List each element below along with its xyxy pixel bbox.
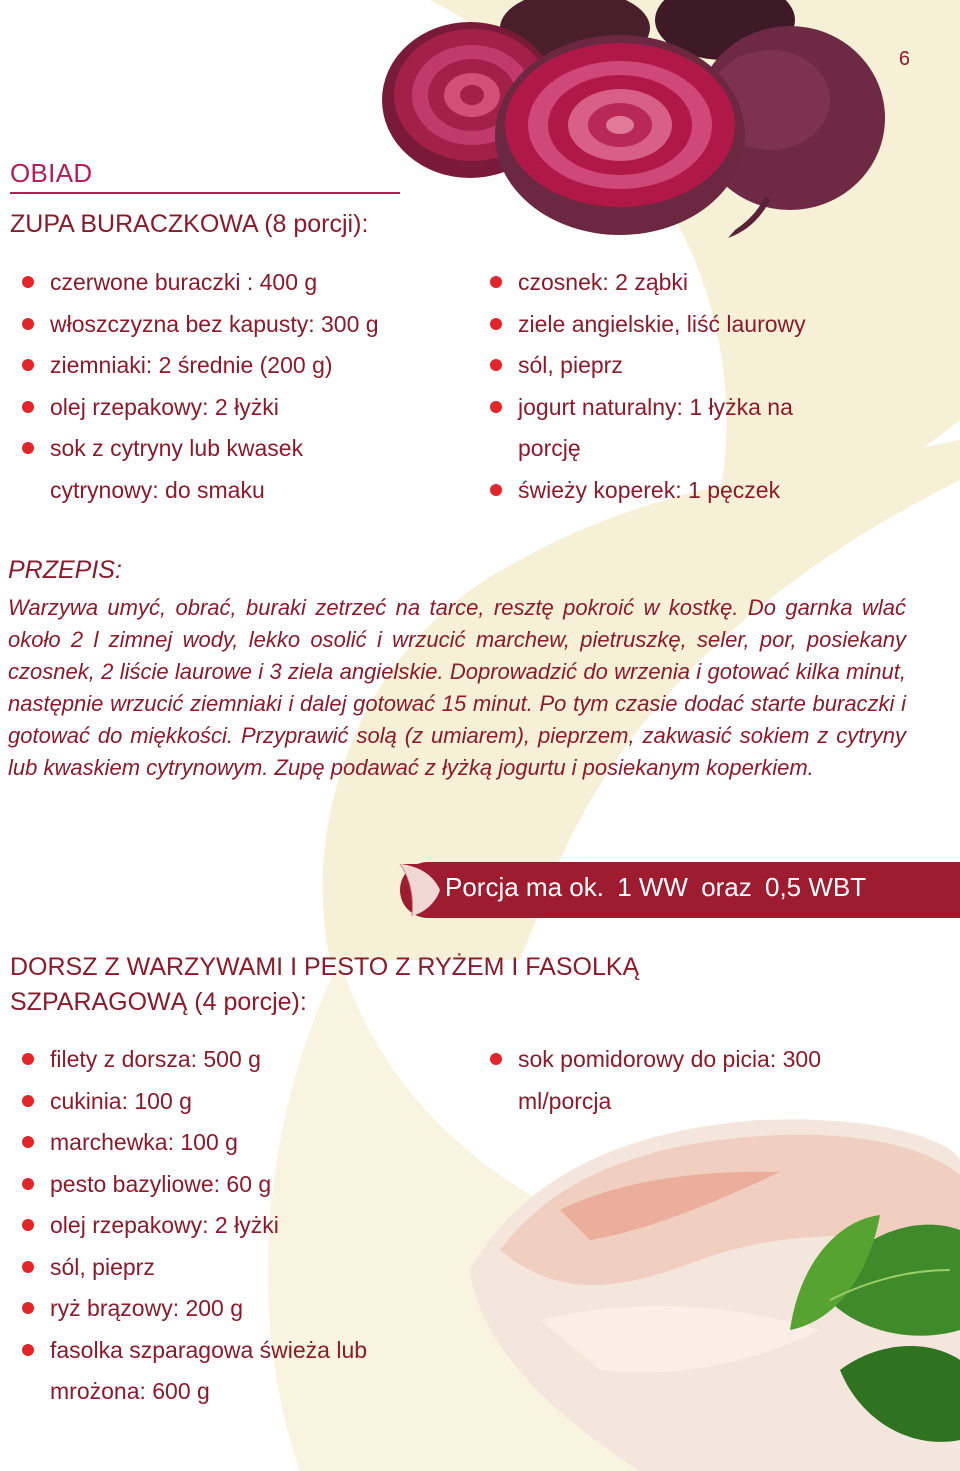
ingredient-item: jogurt naturalny: 1 łyżka na porcję [478,387,848,470]
beetroot-photo [382,0,885,238]
ingredient-item: olej rzepakowy: 2 łyżki [10,387,450,429]
ingredient-item: marchewka: 100 g [10,1122,450,1164]
section-divider [10,192,400,194]
ingredient-item: ryż brązowy: 200 g [10,1288,450,1330]
ingredient-item: włoszczyzna bez kapusty: 300 g [10,304,450,346]
method-label: PRZEPIS: [8,556,122,584]
ingredient-item: sól, pieprz [478,345,878,387]
method-text: Warzywa umyć, obrać, buraki zetrzeć na tarce, resztę pokroić w kostkę. Do garnka wlać około 2 l zimnej wody, lekko osolić i wrzucić marchew, pietruszkę, seler, por, posiekany czosnek, 2 liście laurowe i 3 ziela angielskie. Doprowadzić do wrzenia i gotować kilka minut, następnie wrzucić ziemniaki i dalej gotować 15 minut. Po tym czasie dodać starte buraczki i gotować do miękkości. Przyprawić solą (z umiarem), pieprzem, zakwasić sokiem z cytryny lub kwaskiem cytrynowym. Zupę podawać z łyżką jogurtu i posiekanym koperkiem. [8,595,906,780]
ingredient-item: sok pomidorowy do picia: 300 ml/porcja [478,1039,848,1122]
ingredient-item: czosnek: 2 ząbki [478,262,878,304]
portion-prefix: Porcja ma ok. [445,872,604,902]
section-label: OBIAD [10,158,93,188]
ingredient-item: ziele angielskie, liść laurowy [478,304,878,346]
recipe-title: DORSZ Z WARZYWAMI I PESTO Z RYŻEM I FASOLKĄ SZPARAGOWĄ (4 porcje): [10,953,640,1016]
page-curl-icon [392,862,452,918]
recipe-title: ZUPA BURACZKOWA (8 porcji): [10,210,369,238]
ingredient-item: fasolka szparagowa świeża lub mrożona: 600 g [10,1330,440,1413]
ingredient-item: sól, pieprz [10,1247,450,1289]
ingredient-item: pesto bazyliowe: 60 g [10,1164,450,1206]
ingredient-list-left [10,262,450,511]
ingredient-item: cukinia: 100 g [10,1081,450,1123]
portion-info [445,872,866,903]
ingredient-item: sok z cytryny lub kwasek cytrynowy: do smaku [10,428,370,511]
ingredient-item: ziemniaki: 2 średnie (200 g) [10,345,450,387]
ingredient-list-right [478,1039,898,1122]
ingredient-item: czerwone buraczki : 400 g [10,262,450,304]
portion-middle: oraz [701,872,752,902]
portion-ww: 1 WW [617,872,688,902]
page-number: 6 [898,48,910,70]
ingredient-list-right [478,262,878,511]
ingredient-list-left [10,1039,450,1413]
ingredient-item: olej rzepakowy: 2 łyżki [10,1205,450,1247]
ingredient-item: świeży koperek: 1 pęczek [478,470,878,512]
ingredient-item: filety z dorsza: 500 g [10,1039,450,1081]
portion-wbt: 0,5 WBT [765,872,867,902]
